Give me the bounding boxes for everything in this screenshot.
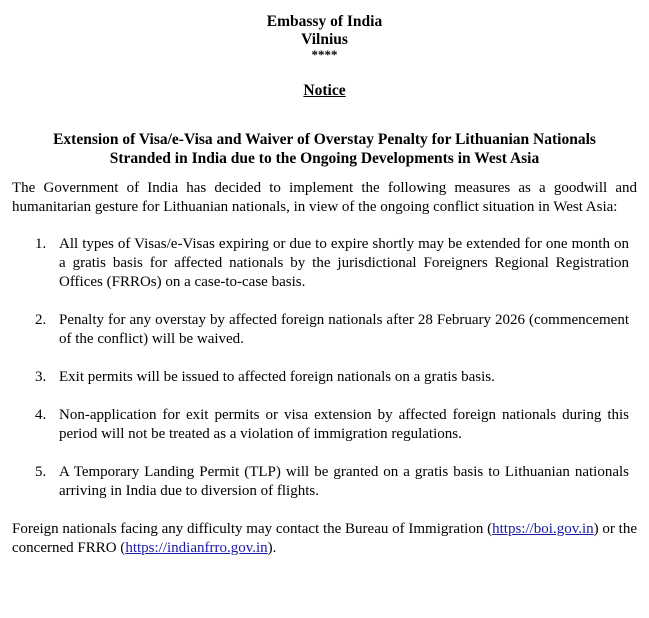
frro-link[interactable]: https://indianfrro.gov.in [125, 540, 268, 556]
header-separator-stars: **** [311, 47, 338, 62]
list-item [12, 235, 637, 292]
closing-text-3: ). [267, 540, 277, 556]
list-item [12, 368, 637, 387]
subject-line-1: Extension of Visa/e-Visa and Waiver of Overstay Penalty for Lithuanian Nationals [53, 131, 596, 148]
list-item [12, 406, 637, 444]
notice-title: Notice [303, 82, 346, 99]
measures-list [12, 235, 637, 501]
list-item-number: 5. [35, 464, 47, 480]
list-item-number: 4. [35, 407, 47, 423]
list-item-text: Penalty for any overstay by affected foreign nationals after 28 February 2026 (commencement of the conflict) will be waived. [59, 312, 629, 347]
list-item-number: 2. [35, 312, 47, 328]
list-item-text: A Temporary Landing Permit (TLP) will be granted on a gratis basis to Lithuanian nationals arriving in India due to diversion of flights. [59, 464, 629, 499]
list-item-text: Non-application for exit permits or visa extension by affected foreign nationals during this period will not be treated as a violation of immigration regulations. [59, 407, 629, 442]
list-item-number: 3. [35, 369, 47, 385]
closing-text-2: ) or the concerned FRRO ( [12, 521, 637, 556]
boi-link[interactable]: https://boi.gov.in [492, 521, 594, 537]
intro-paragraph: The Government of India has decided to implement the following measures as a goodwill and humanitarian gesture for Lithuanian nationals, in view of the ongoing conflict situation in West Asia: [12, 180, 637, 215]
notice-subject [12, 130, 637, 168]
closing-text-1: Foreign nationals facing any difficulty may contact the Bureau of Immigration ( [12, 521, 493, 537]
embassy-name: Embassy of India [266, 13, 383, 30]
embassy-city: Vilnius [301, 31, 348, 48]
list-item-number: 1. [35, 236, 47, 252]
list-item [12, 463, 637, 501]
list-item-text: Exit permits will be issued to affected foreign nationals on a gratis basis. [59, 369, 495, 385]
closing-paragraph [12, 520, 637, 558]
subject-line-2: Stranded in India due to the Ongoing Developments in West Asia [109, 150, 540, 167]
list-item-text: All types of Visas/e-Visas expiring or due to expire shortly may be extended for one month on a gratis basis for affected nationals by the jurisdictional Foreigners Regional Registration Offices (FRROs) on a case-to-case basis. [59, 236, 629, 290]
list-item [12, 311, 637, 349]
